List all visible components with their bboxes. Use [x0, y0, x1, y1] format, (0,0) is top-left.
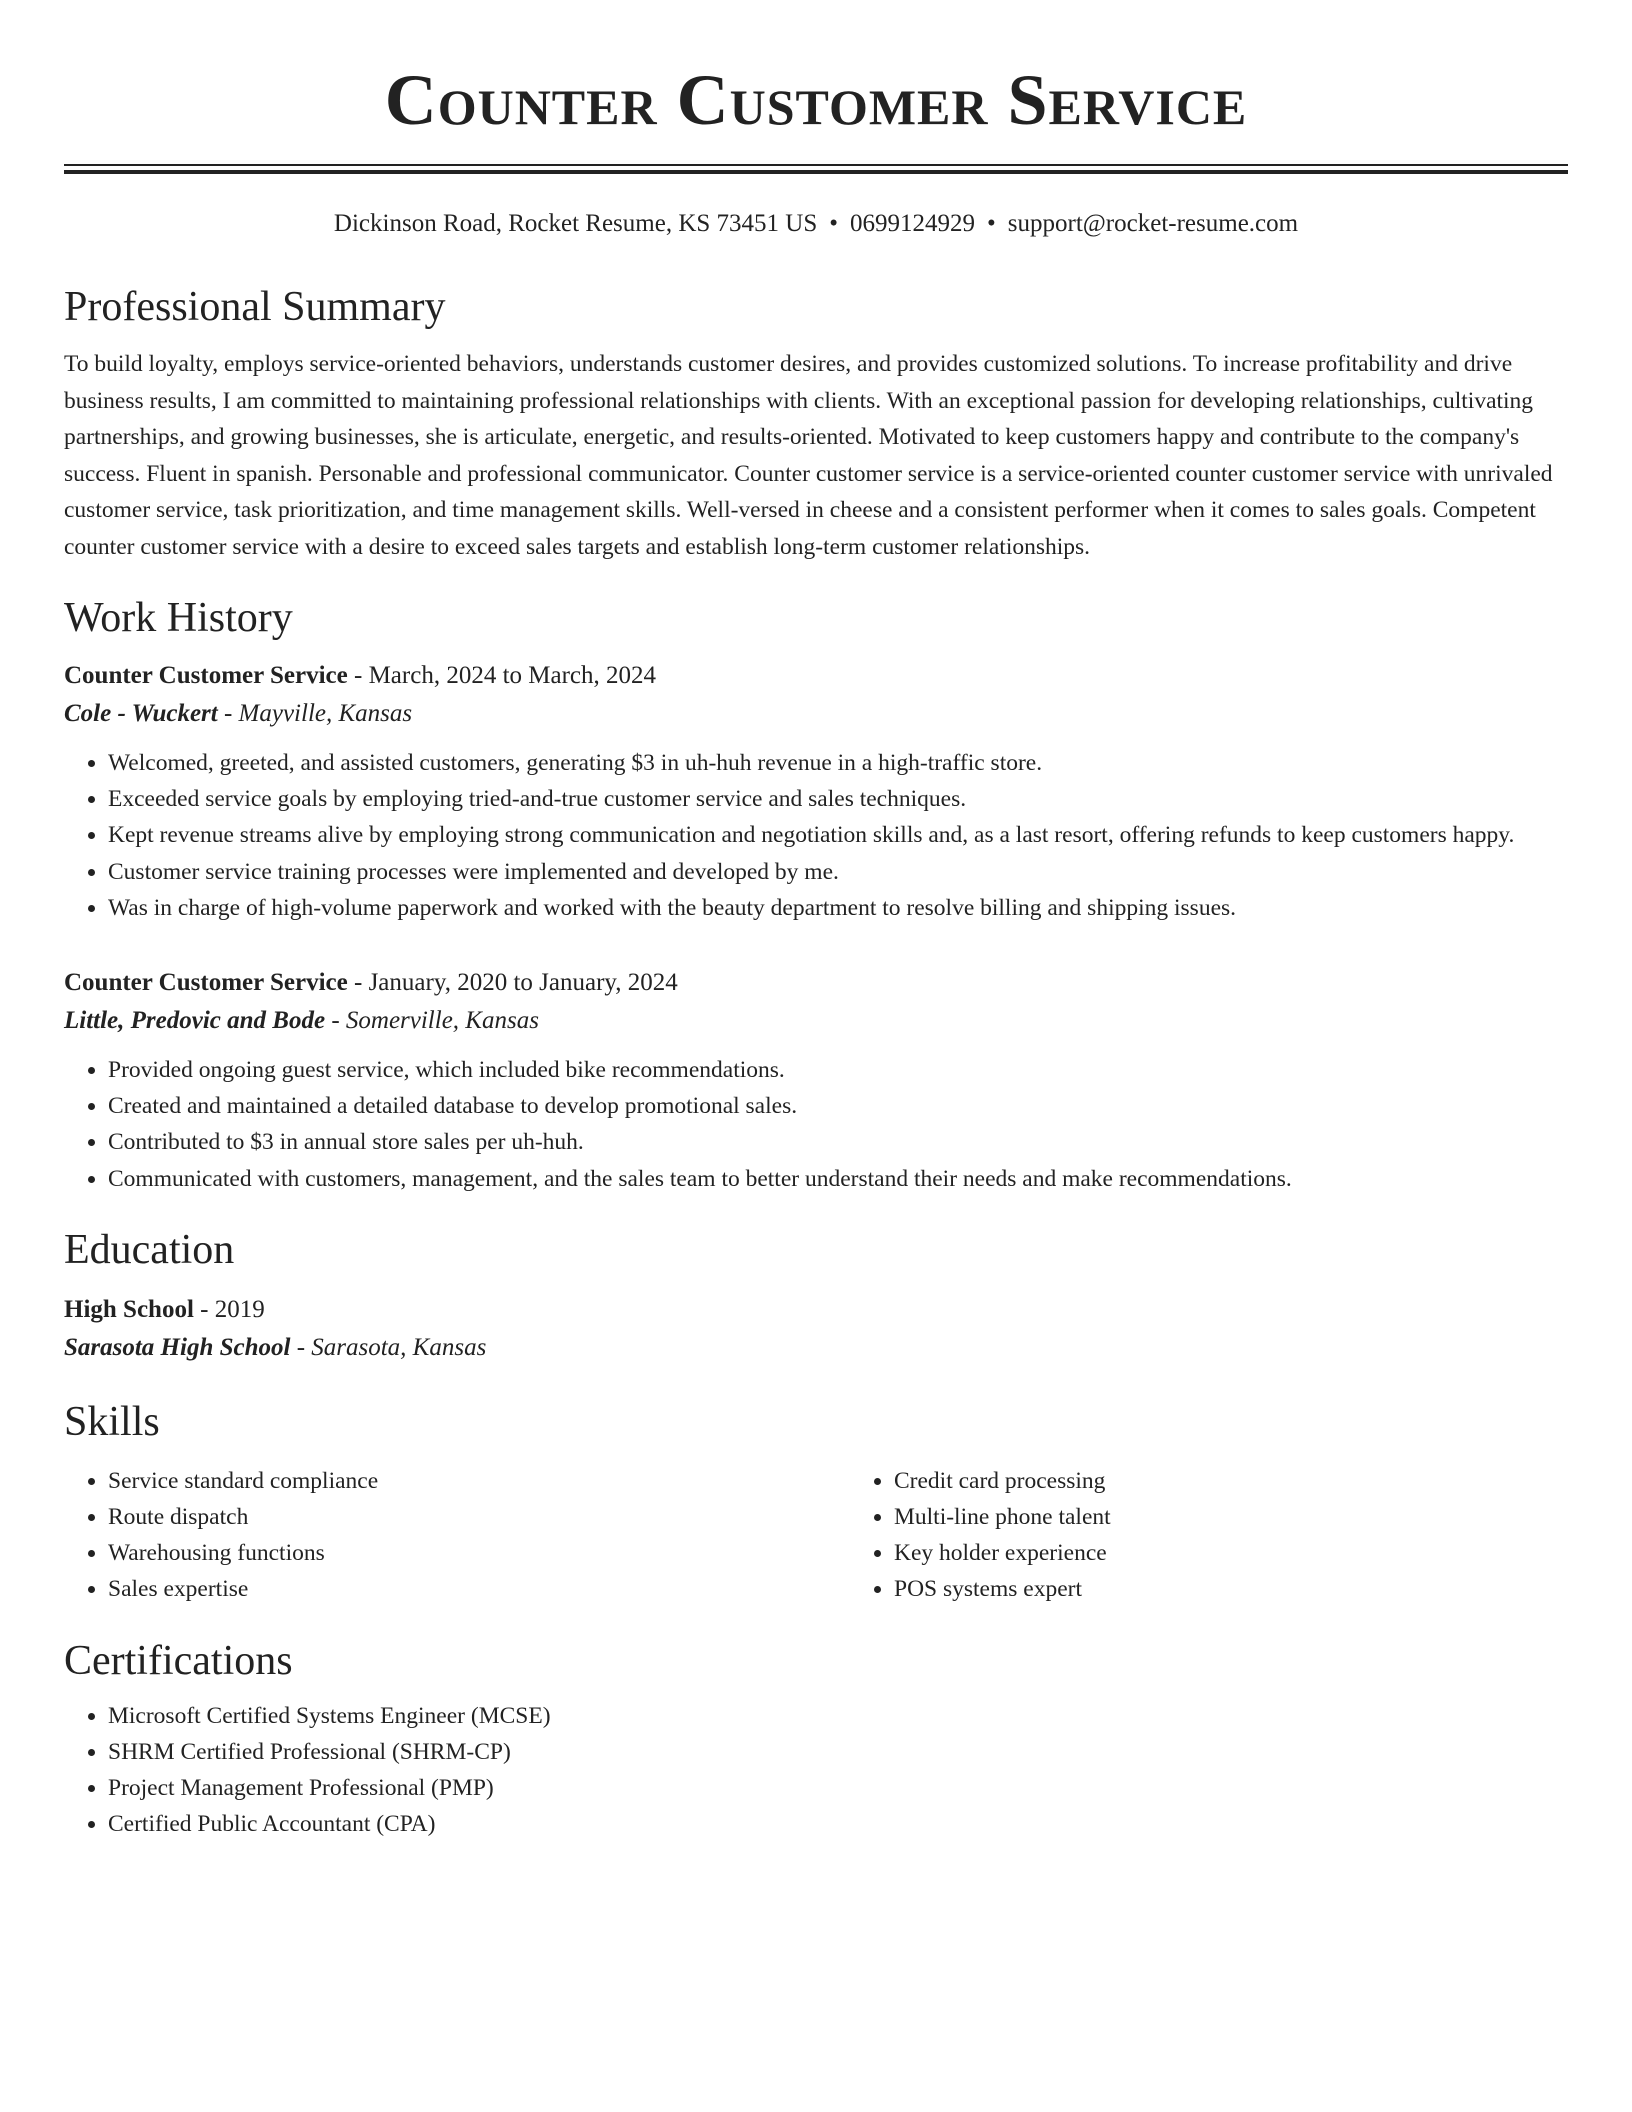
skill-item: • Key holder experience	[894, 1535, 1632, 1571]
job-duties-list	[64, 745, 1568, 926]
job-role-line	[64, 964, 1568, 1002]
job-duty: • Exceeded service goals by employing tried-and-true customer service and sales techniques.	[108, 781, 1568, 817]
summary-text: To build loyalty, employs service-oriented behaviors, understands customer desires, and provides customized solutions. To increase profitability and drive business results, I am committed to maintaining professional relationships with clients. With an exceptional passion for developing relationships, cultivating partnerships, and growing businesses, she is articulate, energetic, and results-oriented. Motivated to keep customers happy and contribute to the company's success. Fluent in spanish. Personable and professional communicator. Counter customer service is a service-oriented counter customer service with unrivaled customer service, task prioritization, and time management skills. Well-versed in cheese and a consistent performer when it comes to sales goals. Competent counter customer service with a desire to exceed sales targets and establish long-term customer relationships.	[64, 351, 1553, 560]
skill-item: • Service standard compliance	[108, 1463, 850, 1499]
job-duties-list	[64, 1052, 1568, 1197]
job-location: - Mayville, Kansas	[217, 700, 413, 727]
education-degree: High School	[64, 1295, 194, 1323]
header-divider	[64, 164, 1568, 174]
contact-phone: 0699124929	[850, 210, 976, 237]
contact-separator: •	[829, 210, 839, 237]
job-company: Little, Predovic and Bode	[64, 1007, 326, 1035]
job-duty: • Kept revenue streams alive by employing strong communication and negotiation skills and, as a last resort, offering refunds to keep customers happy.	[108, 817, 1568, 853]
skills-heading: Skills	[64, 1398, 160, 1445]
education-school-line	[64, 1329, 1568, 1367]
skill-item: • Sales expertise	[108, 1571, 850, 1607]
job-dates: - January, 2020 to January, 2024	[347, 969, 678, 997]
contact-address: Dickinson Road, Rocket Resume, KS 73451 US	[333, 210, 818, 237]
education-heading: Education	[64, 1226, 235, 1273]
job-dates: - March, 2024 to March, 2024	[347, 662, 657, 689]
education-year: - 2019	[193, 1295, 265, 1323]
work-history-heading: Work History	[64, 595, 293, 641]
skills-list-right	[850, 1463, 1632, 1608]
certification-item: • Project Management Professional (PMP)	[108, 1770, 1568, 1806]
job-company: Cole - Wuckert	[64, 700, 218, 727]
job-title: Counter Customer Service	[64, 662, 348, 689]
certifications-heading: Certifications	[64, 1637, 293, 1684]
job-role-line	[64, 657, 1568, 695]
job-duty: • Customer service training processes were implemented and developed by me.	[108, 854, 1568, 890]
job-company-line	[64, 1002, 1568, 1040]
contact-line	[64, 208, 1568, 240]
resume-name: Counter Customer Service	[384, 60, 1248, 140]
skill-item: • Route dispatch	[108, 1499, 850, 1535]
job-company-line	[64, 695, 1568, 733]
certification-item: • Microsoft Certified Systems Engineer (MCSE)	[108, 1698, 1568, 1734]
certification-item: • SHRM Certified Professional (SHRM-CP)	[108, 1734, 1568, 1770]
contact-email: support@rocket-resume.com	[1007, 210, 1299, 237]
job-duty: • Was in charge of high-volume paperwork and worked with the beauty department to resolve billing and shipping issues.	[108, 890, 1568, 926]
job-location: - Somerville, Kansas	[325, 1007, 539, 1035]
job-duty: • Communicated with customers, management, and the sales team to better understand their needs and make recommendations.	[108, 1161, 1568, 1197]
job-duty: • Welcomed, greeted, and assisted customers, generating $3 in uh-huh revenue in a high-traffic store.	[108, 745, 1568, 781]
skill-item: • Warehousing functions	[108, 1535, 850, 1571]
skill-item: • POS systems expert	[894, 1571, 1632, 1607]
education-entry	[64, 1291, 1568, 1367]
job-duty: • Contributed to $3 in annual store sales per uh-huh.	[108, 1124, 1568, 1160]
certifications-list	[64, 1698, 1568, 1843]
job-title: Counter Customer Service	[64, 969, 348, 997]
summary-heading: Professional Summary	[64, 284, 446, 330]
skills-grid	[64, 1463, 1568, 1608]
education-school: Sarasota High School	[64, 1333, 291, 1361]
job-duty: • Provided ongoing guest service, which included bike recommendations.	[108, 1052, 1568, 1088]
education-degree-line	[64, 1291, 1568, 1329]
job-entry	[64, 657, 1568, 926]
skill-item: • Credit card processing	[894, 1463, 1632, 1499]
certification-item: • Certified Public Accountant (CPA)	[108, 1806, 1568, 1842]
skill-item: • Multi-line phone talent	[894, 1499, 1632, 1535]
education-location: - Sarasota, Kansas	[290, 1333, 487, 1361]
contact-separator: •	[987, 210, 996, 237]
skills-list-left	[64, 1463, 850, 1608]
job-entry	[64, 964, 1568, 1197]
job-duty: • Created and maintained a detailed database to develop promotional sales.	[108, 1088, 1568, 1124]
